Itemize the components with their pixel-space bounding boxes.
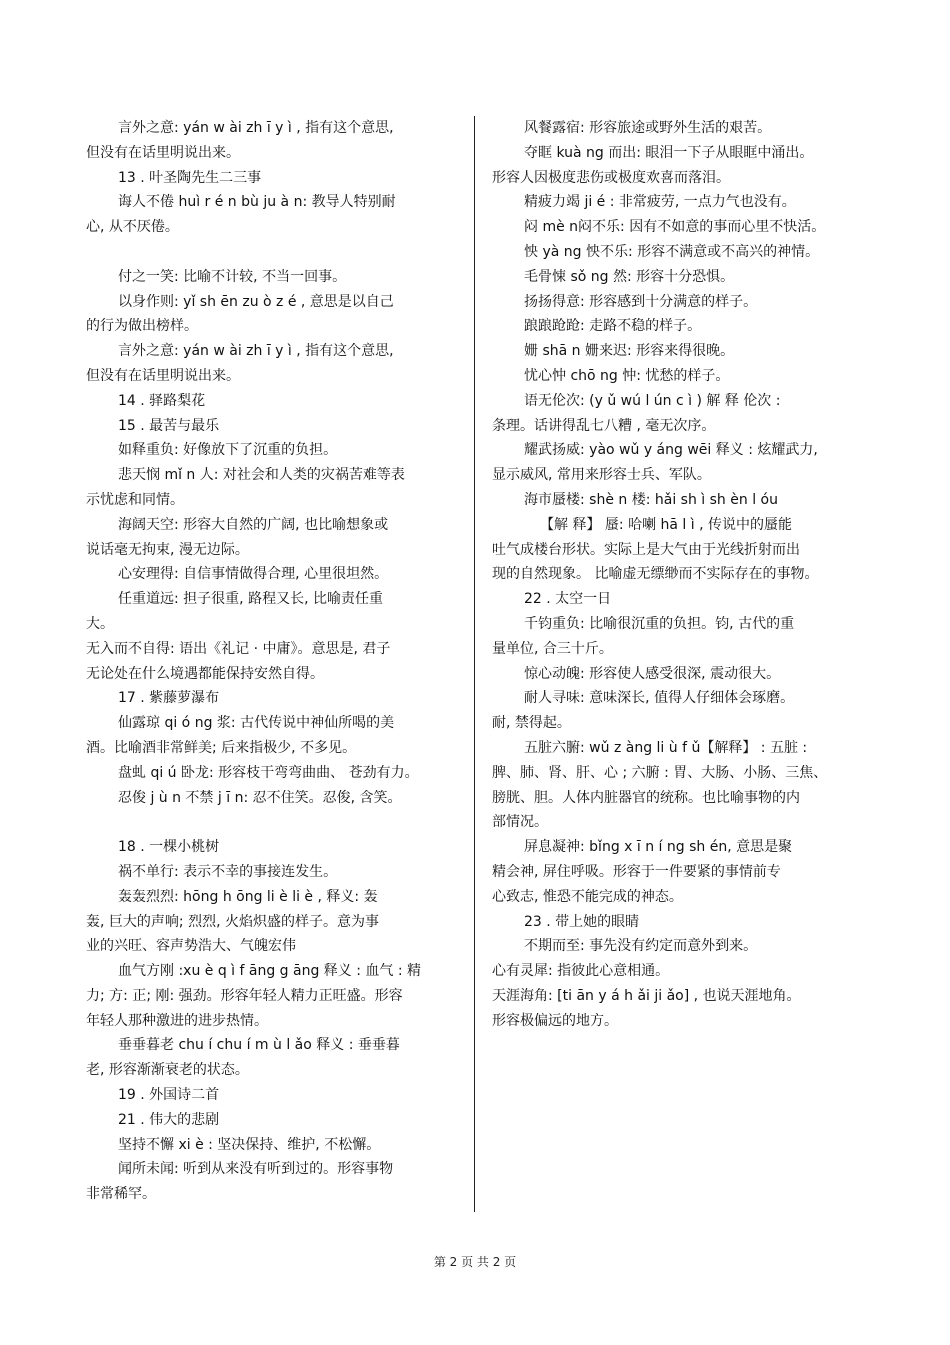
text-line: 风餐露宿: 形容旅途或野外生活的艰苦。 xyxy=(524,120,772,136)
text-line: 闷 mè n闷不乐: 因有不如意的事而心里不快活。 xyxy=(524,219,826,236)
text-line: 忧心忡 chō ng 忡: 忧愁的样子。 xyxy=(524,367,730,384)
text-line: 膀胱、胆。人体内脏器官的统称。也比喻事物的内 xyxy=(492,789,800,806)
text-line: 坚持不懈 xi è : 坚决保持、维护, 不松懈。 xyxy=(118,1136,381,1153)
text-line: 示忧虑和同情。 xyxy=(86,491,184,508)
text-line: 轰轰烈烈: hōng h ōng li è li è , 释义: 轰 xyxy=(118,888,378,905)
text-line: 18 . 一棵小桃树 xyxy=(118,839,220,856)
text-line: 现的自然现象。 比喻虚无缥缈而不实际存在的事物。 xyxy=(492,566,819,583)
text-line: 仙露琼 qi ó ng 浆: 古代传说中神仙所喝的美 xyxy=(118,715,395,732)
page-footer: 第 2 页 共 2 页 xyxy=(433,1255,517,1269)
text-line: 量单位, 合三十斤。 xyxy=(492,640,613,657)
text-line: 老, 形容渐渐衰老的状态。 xyxy=(86,1062,249,1079)
text-line: 业的兴旺、容声势浩大、气魄宏伟 xyxy=(86,938,296,955)
text-line: 屏息凝神: bǐng x ī n í ng sh én, 意思是聚 xyxy=(524,839,793,856)
text-line: 心, 从不厌倦。 xyxy=(86,219,179,236)
text-line: 精会神, 屏住呼吸。形容于一件要紧的事情前专 xyxy=(492,863,781,880)
text-line: 14 . 驿路梨花 xyxy=(118,392,206,409)
text-line: 心致志, 惟恐不能完成的神态。 xyxy=(492,888,683,905)
text-line: 部情况。 xyxy=(492,814,548,831)
text-line: 21 . 伟大的悲剧 xyxy=(118,1111,220,1128)
text-line: 血气方刚 :xu è q ì f āng g āng 释义 : 血气 : 精 xyxy=(118,963,422,980)
text-line: 精疲力竭 ji é : 非常疲劳, 一点力气也没有。 xyxy=(524,194,796,211)
text-line: 任重道远: 担子很重, 路程又长, 比喻责任重 xyxy=(118,591,383,608)
text-line: 言外之意: yán w ài zh ī y ì , 指有这个意思, xyxy=(118,343,394,360)
column-divider xyxy=(474,116,475,1212)
text-line: 无论处在什么境遇都能保持安然自得。 xyxy=(86,665,324,682)
text-line: 条理。话讲得乱七八糟 , 毫无次序。 xyxy=(492,417,716,434)
text-line: 怏 yà ng 怏不乐: 形容不满意或不高兴的神情。 xyxy=(524,243,820,260)
text-line: 年轻人那种激进的进步热情。 xyxy=(86,1012,268,1029)
text-line: 千钧重负: 比喻很沉重的负担。钧, 古代的重 xyxy=(524,615,795,632)
blank-line xyxy=(86,810,452,835)
text-line: 非常稀罕。 xyxy=(86,1186,156,1203)
text-line: 心有灵犀: 指彼此心意相通。 xyxy=(492,963,670,980)
text-line: 踉踉跄跄: 走路不稳的样子。 xyxy=(524,318,702,335)
text-line: 吐气成楼台形状。实际上是大气由于光线折射而出 xyxy=(492,541,800,558)
text-line: 耀武扬威: yào wǔ y áng wēi 释义 : 炫耀武力, xyxy=(524,442,818,459)
text-line: 语无伦次: (y ǔ wú l ún c ì ) 解 释 伦次 : xyxy=(524,392,781,409)
text-line: 的行为做出榜样。 xyxy=(86,318,198,335)
text-line: 姗 shā n 姗来迟: 形容来得很晚。 xyxy=(524,343,735,360)
text-line: 耐人寻味: 意味深长, 值得人仔细体会琢磨。 xyxy=(524,690,795,707)
text-line: 海市蜃楼: shè n 楼: hǎi sh ì sh èn l óu xyxy=(524,491,778,508)
text-line: 以身作则: yǐ sh ēn zu ò z é , 意思是以自己 xyxy=(118,293,394,310)
text-line: 悲天悯 mǐ n 人: 对社会和人类的灾祸苦难等表 xyxy=(118,467,405,484)
text-line: 忍俊 j ù n 不禁 j ī n: 忍不住笑。忍俊, 含笑。 xyxy=(118,789,402,806)
text-line: 盘虬 qi ú 卧龙: 形容枝干弯弯曲曲、 苍劲有力。 xyxy=(118,764,419,781)
text-line: 脾、肺、肾、肝、心 ; 六腑 : 胃、大肠、小肠、三焦、 xyxy=(492,764,828,781)
text-line: 夺眶 kuà ng 而出: 眼泪一下子从眼眶中涌出。 xyxy=(524,144,814,161)
text-line: 轰, 巨大的声响; 烈烈, 火焰炽盛的样子。意为事 xyxy=(86,913,379,930)
text-line: 但没有在话里明说出来。 xyxy=(86,367,240,384)
text-line: 13 . 叶圣陶先生二三事 xyxy=(118,169,262,186)
text-line: 言外之意: yán w ài zh ī y ì , 指有这个意思, xyxy=(118,120,394,136)
text-line: 耐, 禁得起。 xyxy=(492,715,571,732)
text-line: 毛骨悚 sǒ ng 然: 形容十分恐惧。 xyxy=(524,268,735,285)
text-line: 19 . 外国诗二首 xyxy=(118,1087,220,1104)
text-line: 形容人因极度悲伤或极度欢喜而落泪。 xyxy=(492,169,730,186)
text-line: 【解 释】 蜃: 哈喇 hā l ì , 传说中的蜃能 xyxy=(540,516,792,533)
text-line: 但没有在话里明说出来。 xyxy=(86,144,240,161)
text-line: 力; 方: 正; 刚: 强劲。形容年轻人精力正旺盛。形容 xyxy=(86,987,403,1004)
text-line: 大。 xyxy=(86,615,114,632)
text-line: 不期而至: 事先没有约定而意外到来。 xyxy=(524,938,758,955)
text-line: 祸不单行: 表示不幸的事接连发生。 xyxy=(118,863,338,880)
text-line: 付之一笑: 比喻不计较, 不当一回事。 xyxy=(118,268,347,285)
text-line: 心安理得: 自信事情做得合理, 心里很坦然。 xyxy=(118,566,389,583)
text-line: 显示威风, 常用来形容士兵、军队。 xyxy=(492,467,711,484)
text-line: 海阔天空: 形容大自然的广阔, 也比喻想象或 xyxy=(118,516,389,533)
text-line: 形容极偏远的地方。 xyxy=(492,1012,618,1029)
text-line: 五脏六腑: wǔ z àng li ù f ǔ【解释】 : 五脏 : xyxy=(524,739,808,756)
text-line: 22 . 太空一日 xyxy=(524,591,612,608)
text-line: 天涯海角: [ti ān y á h ǎi ji ǎo] , 也说天涯地角。 xyxy=(492,987,801,1004)
right-column xyxy=(492,116,862,1033)
text-line: 17 . 紫藤萝瀑布 xyxy=(118,690,220,707)
text-line: 扬扬得意: 形容感到十分满意的样子。 xyxy=(524,293,758,310)
blank-line xyxy=(86,240,452,265)
text-line: 闻所未闻: 听到从来没有听到过的。形容事物 xyxy=(118,1161,394,1178)
text-line: 酒。比喻酒非常鲜美; 后来指极少, 不多见。 xyxy=(86,739,357,756)
text-line: 23 . 带上她的眼睛 xyxy=(524,913,640,930)
text-line: 说话毫无拘束, 漫无边际。 xyxy=(86,541,249,558)
text-line: 无入而不自得: 语出《礼记 · 中庸》。意思是, 君子 xyxy=(86,640,391,657)
text-line: 垂垂暮老 chu í chu í m ù l ǎo 释义 : 垂垂暮 xyxy=(118,1037,400,1054)
text-line: 15 . 最苦与最乐 xyxy=(118,417,220,434)
text-line: 惊心动魄: 形容使人感受很深, 震动很大。 xyxy=(524,665,781,682)
text-line: 如释重负: 好像放下了沉重的负担。 xyxy=(118,442,338,459)
left-column xyxy=(86,116,452,1207)
text-line: 诲人不倦 huì r é n bù ju à n: 教导人特别耐 xyxy=(118,194,396,211)
